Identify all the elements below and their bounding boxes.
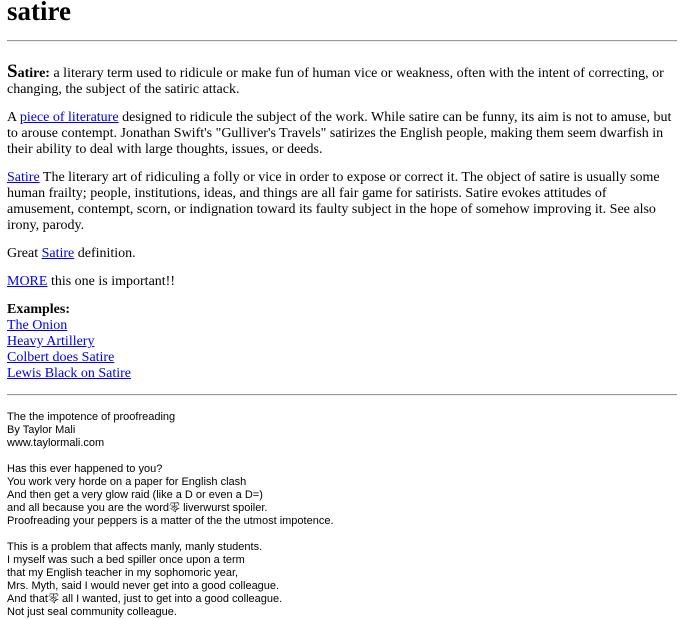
poem-line: and all because you are the word零 liverwurst spoiler. <box>7 502 268 514</box>
poem-website: www.taylormali.com <box>7 437 105 449</box>
paragraph-5 <box>7 274 677 290</box>
examples-title: Examples: <box>7 302 70 317</box>
poem-line: I myself was such a bed spiller once upon a term <box>7 554 245 566</box>
poem-line: that my English teacher in my sophomoric year, <box>7 567 239 579</box>
poem-line: Proofreading your peppers is a matter of the the utmost impotence. <box>7 515 334 527</box>
poem-line: Mrs. Myth, said I would never get into a good colleague. <box>7 580 280 592</box>
page-title: satire <box>7 0 71 22</box>
paragraph-4 <box>7 246 677 262</box>
p2-lead: A <box>7 110 20 125</box>
poem-line: And that零 all I wanted, just to get into a good colleague. <box>7 593 283 605</box>
paragraph-2 <box>7 110 677 158</box>
poem-author: By Taylor Mali <box>7 424 76 436</box>
example-link-onion[interactable]: The Onion <box>7 318 68 333</box>
p2-text: designed to ridicule the subject of the work. While satire can be funny, its aim is not to amuse, but to arouse contempt. Jonathan Swift's "Gulliver's Travels" satirizes the English people, making them seem dwarfish in their ability to deal with large thoughts, issues, or deeds. <box>7 110 672 157</box>
paragraph-3 <box>7 170 677 234</box>
example-link-lewis-black[interactable]: Lewis Black on Satire <box>7 366 132 381</box>
poem-line: This is a problem that affects manly, manly students. <box>7 541 263 553</box>
great-satire-link[interactable]: Satire <box>41 246 75 261</box>
satire-link[interactable]: Satire <box>7 170 40 185</box>
dropcap: S <box>7 61 18 82</box>
p3-text: The literary art of ridiculing a folly or vice in order to expose or correct it. The object of satire is usually some human frailty; people, institutions, ideas, and things are all fair game for satirists. Satire evokes attitudes of amusement, contempt, scorn, or indignation toward its faulty subject in the hope of somehow improving it. See also irony, parody. <box>7 170 660 233</box>
more-link[interactable]: MORE <box>7 274 48 289</box>
term-label: atire: <box>17 66 50 81</box>
poem-line: Has this ever happened to you? <box>7 463 163 475</box>
poem-line: Not just seal community colleague. <box>7 606 177 618</box>
p4-post: definition. <box>74 246 136 261</box>
definition-text: a literary term used to ridicule or make fun of human vice or weakness, often with the intent of correcting, or changing, the subject of the satiric attack. <box>7 66 664 97</box>
poem-title: The the impotence of proofreading <box>7 411 176 423</box>
examples-section <box>7 302 677 382</box>
definition-paragraph <box>7 61 677 98</box>
p5-post: this one is important!! <box>47 274 175 289</box>
poem-line: You work very horde on a paper for English clash <box>7 476 247 488</box>
example-link-colbert[interactable]: Colbert does Satire <box>7 350 115 365</box>
poem-line: And then get a very glow raid (like a D or even a D=) <box>7 489 263 501</box>
poem <box>7 411 677 619</box>
example-link-heavy-artillery[interactable]: Heavy Artillery <box>7 334 95 349</box>
p4-pre: Great <box>7 246 42 261</box>
piece-of-literature-link[interactable]: piece of literature <box>19 110 119 125</box>
